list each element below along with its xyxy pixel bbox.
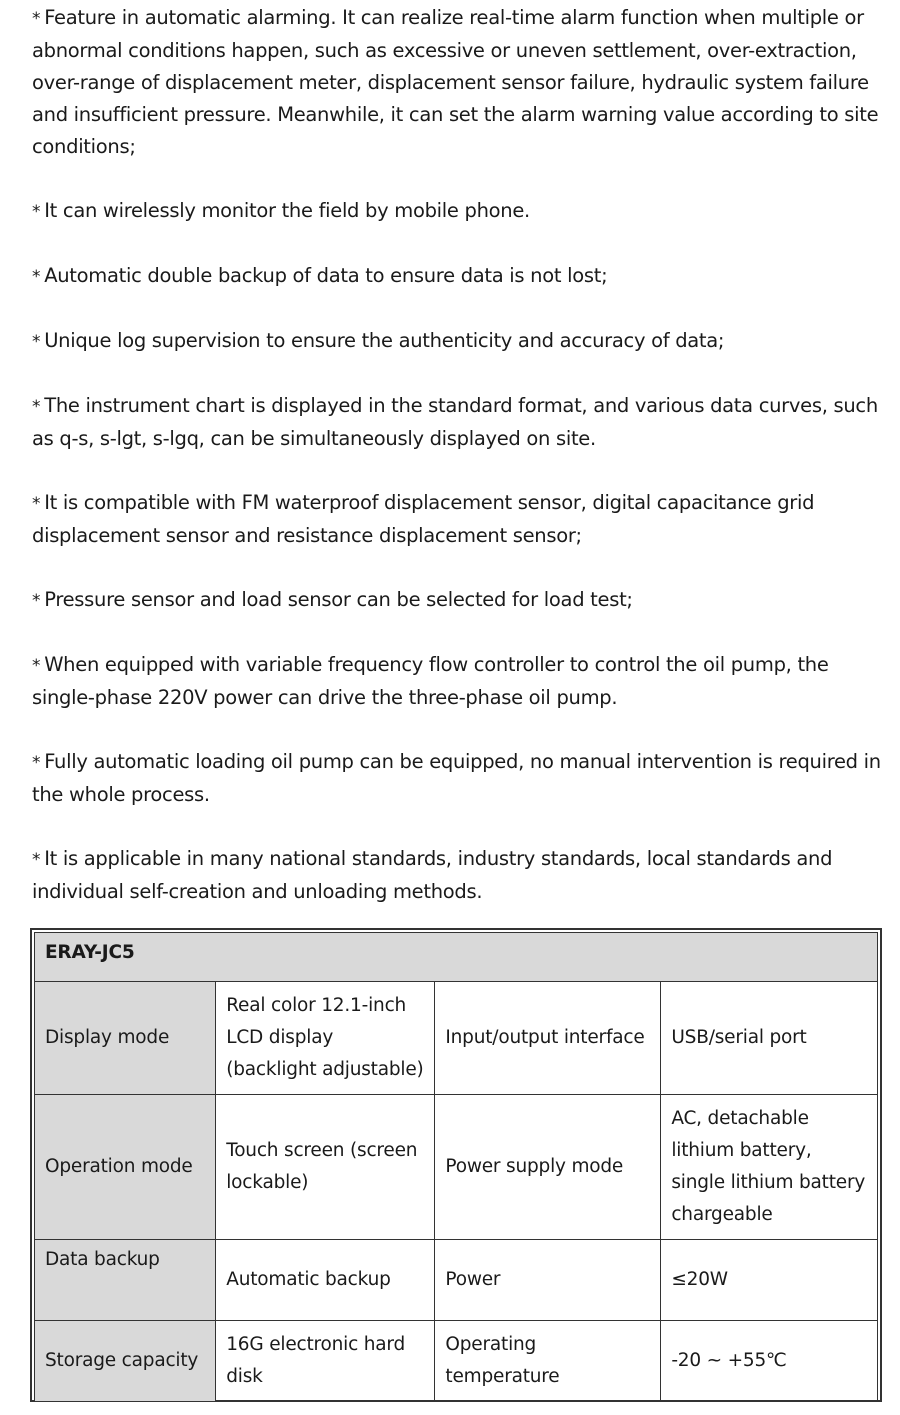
spec-value: USB/serial port bbox=[661, 982, 878, 1095]
bullet-icon: * bbox=[32, 332, 41, 352]
spec-table bbox=[34, 932, 878, 1402]
feature-item bbox=[32, 260, 892, 293]
spec-label: Operation mode bbox=[35, 1095, 216, 1240]
bullet-icon: * bbox=[32, 494, 41, 514]
feature-item bbox=[32, 649, 892, 714]
bullet-icon: * bbox=[32, 656, 41, 676]
feature-text: Pressure sensor and load sensor can be selected for load test; bbox=[44, 588, 633, 611]
spec-value: -20 ~ +55℃ bbox=[661, 1321, 878, 1402]
spec-label: Power supply mode bbox=[435, 1095, 661, 1240]
feature-text: Unique log supervision to ensure the authenticity and accuracy of data; bbox=[44, 329, 725, 352]
bullet-icon: * bbox=[32, 267, 41, 287]
spec-value: Automatic backup bbox=[216, 1240, 435, 1321]
feature-text: The instrument chart is displayed in the standard format, and various data curves, such as q-s, s-lgt, s-lgq, can be simultaneously displayed on site. bbox=[32, 394, 878, 450]
spec-label: Storage capacity bbox=[35, 1321, 216, 1402]
spec-value: Touch screen (screen lockable) bbox=[216, 1095, 435, 1240]
feature-text: It can wirelessly monitor the field by mobile phone. bbox=[44, 199, 530, 222]
spec-label: Data backup bbox=[35, 1240, 216, 1321]
table-row bbox=[35, 1095, 878, 1240]
spec-value: ≤20W bbox=[661, 1240, 878, 1321]
table-row bbox=[35, 1321, 878, 1402]
spec-label: Display mode bbox=[35, 982, 216, 1095]
spec-value: 16G electronic hard disk bbox=[216, 1321, 435, 1402]
feature-list bbox=[32, 2, 892, 940]
feature-text: Automatic double backup of data to ensure data is not lost; bbox=[44, 264, 608, 287]
feature-item bbox=[32, 843, 892, 908]
spec-label: Operating temperature bbox=[435, 1321, 661, 1402]
feature-text: When equipped with variable frequency flow controller to control the oil pump, the single-phase 220V power can drive the three-phase oil pump. bbox=[32, 653, 829, 709]
table-title-row bbox=[35, 933, 878, 982]
spec-table-frame bbox=[30, 928, 882, 1402]
feature-text: It is compatible with FM waterproof displacement sensor, digital capacitance grid displacement sensor and resistance displacement sensor; bbox=[32, 491, 815, 547]
spec-value: Real color 12.1-inch LCD display (backlight adjustable) bbox=[216, 982, 435, 1095]
table-row bbox=[35, 1240, 878, 1321]
feature-item bbox=[32, 487, 892, 552]
feature-item bbox=[32, 390, 892, 455]
feature-text: Feature in automatic alarming. It can realize real-time alarm function when multiple or abnormal conditions happen, such as excessive or uneven settlement, over-extraction, over-range of displacement meter, displacement sensor failure, hydraulic system failure and insufficient pressure. Meanwhile, it can set the alarm warning value according to site conditions; bbox=[32, 6, 879, 158]
bullet-icon: * bbox=[32, 397, 41, 417]
spec-label: Input/output interface bbox=[435, 982, 661, 1095]
feature-item bbox=[32, 584, 892, 617]
table-title: ERAY-JC5 bbox=[35, 933, 878, 982]
bullet-icon: * bbox=[32, 202, 41, 222]
feature-item bbox=[32, 2, 892, 163]
table-row bbox=[35, 982, 878, 1095]
feature-item bbox=[32, 325, 892, 358]
feature-text: Fully automatic loading oil pump can be equipped, no manual intervention is required in the whole process. bbox=[32, 750, 881, 806]
bullet-icon: * bbox=[32, 850, 41, 870]
feature-item bbox=[32, 746, 892, 811]
bullet-icon: * bbox=[32, 753, 41, 773]
spec-label: Power bbox=[435, 1240, 661, 1321]
bullet-icon: * bbox=[32, 9, 41, 29]
bullet-icon: * bbox=[32, 591, 41, 611]
feature-text: It is applicable in many national standards, industry standards, local standards and individual self-creation and unloading methods. bbox=[32, 847, 833, 903]
spec-value: AC, detachable lithium battery, single lithium battery chargeable bbox=[661, 1095, 878, 1240]
feature-item bbox=[32, 195, 892, 228]
